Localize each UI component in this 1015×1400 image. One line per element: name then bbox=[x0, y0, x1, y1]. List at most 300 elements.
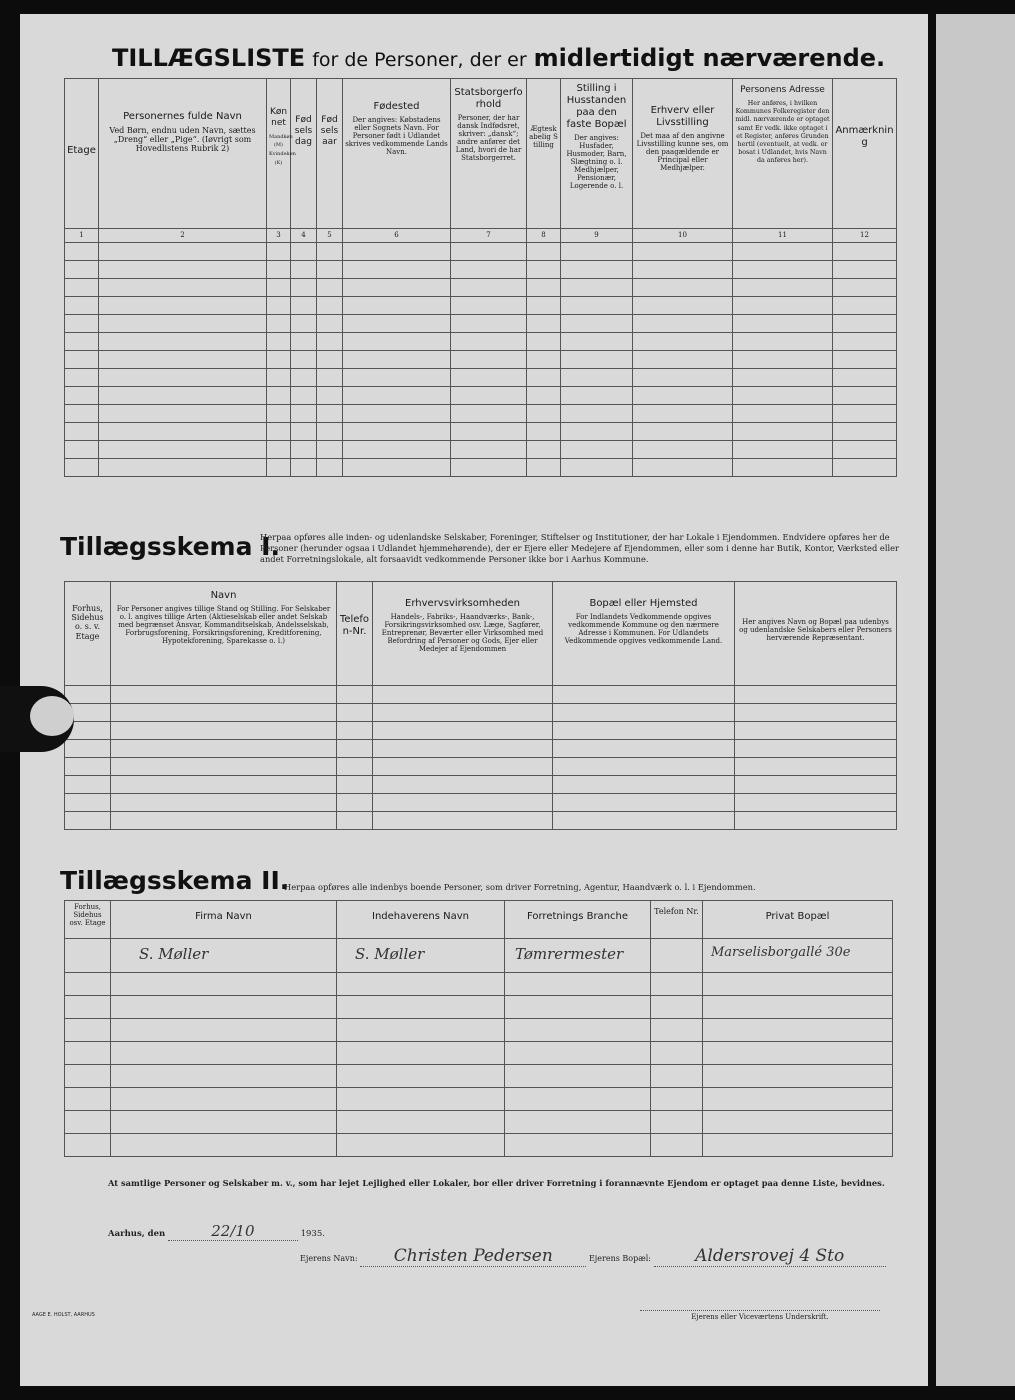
table-cell bbox=[343, 459, 451, 477]
table-cell bbox=[451, 261, 527, 279]
s1-col-residence: Bopæl eller Hjemsted For Indlandets Vedkommende opgives vedkommende Kommune og den nærmere Adresse i Kommunen. For Udlandets Vedkommende opgives vedkommende Land. bbox=[553, 582, 735, 686]
table-cell bbox=[317, 459, 343, 477]
table-cell bbox=[561, 369, 633, 387]
table-cell bbox=[833, 387, 897, 405]
skema2-note: Herpaa opføres alle indenbys boende Personer, som driver Forretning, Agentur, Haandværk o. l. i Ejendommen. bbox=[284, 882, 756, 892]
table-cell bbox=[65, 387, 99, 405]
table-cell bbox=[267, 297, 291, 315]
s2-col-private: Privat Bopæl bbox=[703, 901, 893, 939]
s1-col-business: Erhvervsvirksomheden Handels-, Fabriks-, Haandværks-, Bank-, Forsikringsvirksomhed osv. Læge, Sagfører, Entreprenør, Beværter eller Virksomhed med Befordring af Personer og Gods, Ejer eller Medejer af Ejendommen bbox=[373, 582, 553, 686]
table-cell bbox=[99, 279, 267, 297]
table-cell bbox=[733, 459, 833, 477]
table-cell bbox=[111, 1019, 337, 1042]
table-cell bbox=[337, 1134, 505, 1157]
table-cell bbox=[267, 405, 291, 423]
table-cell bbox=[65, 973, 111, 996]
table-cell bbox=[111, 758, 337, 776]
table-cell bbox=[111, 704, 337, 722]
table-cell bbox=[703, 996, 893, 1019]
table-cell bbox=[833, 243, 897, 261]
table-cell bbox=[451, 405, 527, 423]
table-cell bbox=[267, 243, 291, 261]
table-cell bbox=[651, 996, 703, 1019]
table-cell bbox=[735, 740, 897, 758]
table-cell bbox=[99, 405, 267, 423]
col-household: Stilling i Husstanden paa den faste Bopæl Der angives: Husfader, Husmoder, Barn, Slægtning o. l. Medhjælper, Pensionær, Logerende o. l. bbox=[561, 79, 633, 229]
table-row bbox=[65, 405, 897, 423]
table-cell bbox=[527, 387, 561, 405]
skema2-table bbox=[64, 900, 893, 1157]
table-cell bbox=[317, 279, 343, 297]
table-cell bbox=[553, 812, 735, 830]
owner-line bbox=[300, 1246, 886, 1267]
table-row bbox=[65, 279, 897, 297]
colnum-4: 4 bbox=[291, 229, 317, 243]
table-cell bbox=[735, 704, 897, 722]
table-cell bbox=[343, 243, 451, 261]
table-cell bbox=[527, 369, 561, 387]
table-cell bbox=[651, 1111, 703, 1134]
table-cell bbox=[343, 297, 451, 315]
table-cell bbox=[111, 973, 337, 996]
table-cell bbox=[735, 776, 897, 794]
table-cell bbox=[65, 351, 99, 369]
table-cell bbox=[65, 1065, 111, 1088]
table-cell bbox=[633, 423, 733, 441]
table-cell bbox=[633, 243, 733, 261]
colnum-5: 5 bbox=[317, 229, 343, 243]
owner-name-label: Ejerens Navn: bbox=[300, 1254, 358, 1263]
table-row bbox=[65, 333, 897, 351]
colnum-9: 9 bbox=[561, 229, 633, 243]
table-cell bbox=[651, 1019, 703, 1042]
year-value: 1935. bbox=[300, 1229, 325, 1239]
table-row bbox=[65, 297, 897, 315]
table-cell bbox=[337, 812, 373, 830]
table-cell bbox=[111, 1088, 337, 1111]
table-cell bbox=[99, 261, 267, 279]
table-cell bbox=[65, 794, 111, 812]
table-cell bbox=[317, 387, 343, 405]
table-cell bbox=[553, 704, 735, 722]
col-remarks: Anmærkning bbox=[833, 79, 897, 229]
s2-entry-etage bbox=[65, 939, 111, 973]
table-cell bbox=[291, 315, 317, 333]
table-cell bbox=[337, 758, 373, 776]
table-cell bbox=[527, 423, 561, 441]
table-cell bbox=[65, 243, 99, 261]
table-cell bbox=[65, 686, 111, 704]
table-row bbox=[65, 722, 897, 740]
table-cell bbox=[633, 333, 733, 351]
table-cell bbox=[337, 973, 505, 996]
table-cell bbox=[451, 351, 527, 369]
table-cell bbox=[373, 686, 553, 704]
s2-col-etage: Forhus, Sidehus osv. Etage bbox=[65, 901, 111, 939]
col-occupation: Erhverv eller Livsstilling Det maa af den angivne Livsstilling kunne ses, om den paagældende er Principal eller Medhjælper. bbox=[633, 79, 733, 229]
table-cell bbox=[99, 369, 267, 387]
table-cell bbox=[733, 387, 833, 405]
table-cell bbox=[527, 333, 561, 351]
table-cell bbox=[337, 794, 373, 812]
table-row bbox=[65, 740, 897, 758]
table-cell bbox=[317, 423, 343, 441]
main-table bbox=[64, 78, 897, 477]
table-row bbox=[65, 243, 897, 261]
table-cell bbox=[337, 776, 373, 794]
colnum-3: 3 bbox=[267, 229, 291, 243]
form-page bbox=[20, 14, 928, 1386]
table-cell bbox=[561, 441, 633, 459]
table-cell bbox=[65, 758, 111, 776]
table-cell bbox=[505, 1065, 651, 1088]
table-cell bbox=[561, 279, 633, 297]
table-cell bbox=[651, 1134, 703, 1157]
table-cell bbox=[317, 405, 343, 423]
table-cell bbox=[111, 1134, 337, 1157]
table-cell bbox=[111, 1065, 337, 1088]
table-cell bbox=[561, 261, 633, 279]
table-row bbox=[65, 459, 897, 477]
table-cell bbox=[343, 369, 451, 387]
table-cell bbox=[633, 297, 733, 315]
table-cell bbox=[65, 405, 99, 423]
table-cell bbox=[633, 387, 733, 405]
table-cell bbox=[373, 722, 553, 740]
table-cell bbox=[703, 973, 893, 996]
table-cell bbox=[553, 686, 735, 704]
table-cell bbox=[317, 351, 343, 369]
table-cell bbox=[633, 405, 733, 423]
table-cell bbox=[291, 459, 317, 477]
table-cell bbox=[833, 315, 897, 333]
table-cell bbox=[343, 441, 451, 459]
table-cell bbox=[561, 405, 633, 423]
table-cell bbox=[317, 243, 343, 261]
table-cell bbox=[733, 297, 833, 315]
s2-col-firm: Firma Navn bbox=[111, 901, 337, 939]
table-cell bbox=[505, 1088, 651, 1111]
table-cell bbox=[343, 261, 451, 279]
table-cell bbox=[291, 279, 317, 297]
table-cell bbox=[99, 459, 267, 477]
table-row bbox=[65, 441, 897, 459]
table-cell bbox=[527, 297, 561, 315]
table-cell bbox=[111, 812, 337, 830]
table-cell bbox=[733, 261, 833, 279]
table-cell bbox=[553, 740, 735, 758]
place-label: Aarhus, den bbox=[108, 1229, 166, 1239]
table-cell bbox=[451, 423, 527, 441]
table-cell bbox=[527, 351, 561, 369]
table-cell bbox=[111, 794, 337, 812]
s1-col-etage: Forhus, Sidehus o. s. v. Etage bbox=[65, 582, 111, 686]
table-cell bbox=[99, 387, 267, 405]
table-cell bbox=[735, 722, 897, 740]
table-cell bbox=[291, 441, 317, 459]
table-cell bbox=[65, 776, 111, 794]
table-row bbox=[65, 812, 897, 830]
colnum-8: 8 bbox=[527, 229, 561, 243]
table-cell bbox=[833, 279, 897, 297]
table-cell bbox=[505, 996, 651, 1019]
table-row bbox=[65, 423, 897, 441]
table-cell bbox=[337, 722, 373, 740]
table-cell bbox=[343, 315, 451, 333]
table-cell bbox=[317, 261, 343, 279]
table-cell bbox=[65, 740, 111, 758]
table-row bbox=[65, 794, 897, 812]
table-row bbox=[65, 369, 897, 387]
table-cell bbox=[291, 333, 317, 351]
colnum-12: 12 bbox=[833, 229, 897, 243]
skema1-table bbox=[64, 581, 897, 830]
colnum-10: 10 bbox=[633, 229, 733, 243]
table-cell bbox=[111, 686, 337, 704]
table-cell bbox=[833, 333, 897, 351]
table-cell bbox=[99, 441, 267, 459]
table-cell bbox=[561, 315, 633, 333]
table-cell bbox=[373, 740, 553, 758]
table-row bbox=[65, 1111, 893, 1134]
table-cell bbox=[373, 704, 553, 722]
table-cell bbox=[65, 1019, 111, 1042]
colnum-2: 2 bbox=[99, 229, 267, 243]
table-cell bbox=[65, 459, 99, 477]
table-cell bbox=[343, 387, 451, 405]
table-cell bbox=[733, 333, 833, 351]
s2-col-owner: Indehaverens Navn bbox=[337, 901, 505, 939]
col-address: Personens Adresse Her anføres, i hvilken Kommunes Folkeregister den midl. nærværende er optaget samt Er vedk. ikke optaget i et Register, anføres Grunden hertil (eventuelt, at vedk. er bosat i Udlandet, hvis Navn da anføres her). bbox=[733, 79, 833, 229]
table-cell bbox=[735, 812, 897, 830]
col-marital: Ægteskabelig Stilling bbox=[527, 79, 561, 229]
table-cell bbox=[317, 297, 343, 315]
attestation-statement: At samtlige Personer og Selskaber m. v., som har lejet Lejlighed eller Lokaler, bor eller driver Forretning i forannævnte Ejendom er optaget paa denne Liste, bevidnes. bbox=[108, 1178, 885, 1188]
table-cell bbox=[291, 387, 317, 405]
s2-entry-phone bbox=[651, 939, 703, 973]
table-cell bbox=[527, 441, 561, 459]
table-cell bbox=[733, 279, 833, 297]
colnum-6: 6 bbox=[343, 229, 451, 243]
table-cell bbox=[561, 423, 633, 441]
table-cell bbox=[317, 369, 343, 387]
signature-line bbox=[640, 1310, 880, 1321]
page-title: TILLÆGSLISTE for de Personer, der er midlertidigt nærværende. bbox=[112, 44, 886, 72]
table-row bbox=[65, 1134, 893, 1157]
table-cell bbox=[451, 369, 527, 387]
table-cell bbox=[291, 243, 317, 261]
table-cell bbox=[633, 351, 733, 369]
table-cell bbox=[703, 1088, 893, 1111]
table-cell bbox=[65, 996, 111, 1019]
table-cell bbox=[633, 441, 733, 459]
table-cell bbox=[833, 369, 897, 387]
table-cell bbox=[337, 686, 373, 704]
table-cell bbox=[833, 297, 897, 315]
table-cell bbox=[99, 243, 267, 261]
table-row bbox=[65, 1042, 893, 1065]
table-cell bbox=[65, 423, 99, 441]
table-cell bbox=[651, 1088, 703, 1111]
table-cell bbox=[65, 279, 99, 297]
s1-col-name: Navn For Personer angives tillige Stand og Stilling. For Selskaber o. l. angives tillige Arten (Aktieselskab eller andet Selskab med begrænset Ansvar, Kommanditselskab, Andelsselskab, Forbrugsforening, Forsikringsforening, Kreditforening, Hypotekforening, Sparekasse o. l.) bbox=[111, 582, 337, 686]
table-row bbox=[65, 261, 897, 279]
table-cell bbox=[291, 261, 317, 279]
table-cell bbox=[553, 758, 735, 776]
col-name: Personernes fulde Navn Ved Børn, endnu uden Navn, sættes „Dreng“ eller „Pige“. (Iøvrigt som Hovedlistens Rubrik 2) bbox=[99, 79, 267, 229]
s2-entry-branch: Tømrermester bbox=[505, 939, 651, 973]
table-cell bbox=[561, 333, 633, 351]
table-cell bbox=[267, 279, 291, 297]
col-birthday: Fødselsdag bbox=[291, 79, 317, 229]
table-cell bbox=[527, 279, 561, 297]
table-cell bbox=[527, 405, 561, 423]
table-cell bbox=[291, 369, 317, 387]
table-cell bbox=[703, 1042, 893, 1065]
col-gender: Kønnet Mandkøn (M) Kvindekøn (K) bbox=[267, 79, 291, 229]
owner-name-value: Christen Pedersen bbox=[360, 1246, 586, 1267]
table-cell bbox=[735, 758, 897, 776]
table-cell bbox=[703, 1134, 893, 1157]
table-cell bbox=[267, 315, 291, 333]
table-cell bbox=[651, 1042, 703, 1065]
table-cell bbox=[373, 776, 553, 794]
table-cell bbox=[451, 459, 527, 477]
table-cell bbox=[373, 812, 553, 830]
table-cell bbox=[561, 297, 633, 315]
s2-entry-row bbox=[65, 939, 893, 973]
table-row bbox=[65, 996, 893, 1019]
skema2-title: Tillægsskema II. bbox=[60, 866, 290, 895]
col-etage: Etage bbox=[65, 79, 99, 229]
table-row bbox=[65, 704, 897, 722]
table-cell bbox=[651, 973, 703, 996]
table-cell bbox=[337, 740, 373, 758]
table-cell bbox=[561, 243, 633, 261]
table-cell bbox=[65, 1042, 111, 1065]
table-cell bbox=[833, 405, 897, 423]
table-cell bbox=[451, 315, 527, 333]
table-cell bbox=[633, 261, 733, 279]
table-cell bbox=[65, 1134, 111, 1157]
table-cell bbox=[833, 459, 897, 477]
table-cell bbox=[561, 459, 633, 477]
table-cell bbox=[633, 369, 733, 387]
table-cell bbox=[291, 405, 317, 423]
s2-col-phone: Telefon Nr. bbox=[651, 901, 703, 939]
table-cell bbox=[527, 315, 561, 333]
table-row bbox=[65, 1088, 893, 1111]
table-cell bbox=[553, 722, 735, 740]
table-cell bbox=[733, 351, 833, 369]
table-cell bbox=[505, 973, 651, 996]
table-cell bbox=[99, 333, 267, 351]
date-line bbox=[108, 1222, 325, 1241]
table-row bbox=[65, 973, 893, 996]
table-cell bbox=[317, 333, 343, 351]
table-cell bbox=[99, 315, 267, 333]
table-cell bbox=[833, 423, 897, 441]
table-cell bbox=[111, 722, 337, 740]
table-cell bbox=[65, 369, 99, 387]
table-cell bbox=[733, 423, 833, 441]
table-cell bbox=[527, 261, 561, 279]
printer-mark: AAGE E. HOLST, AARHUS bbox=[32, 1312, 95, 1318]
table-row bbox=[65, 776, 897, 794]
table-cell bbox=[111, 776, 337, 794]
s2-entry-firm: S. Møller bbox=[111, 939, 337, 973]
table-row bbox=[65, 1065, 893, 1088]
table-cell bbox=[373, 794, 553, 812]
table-cell bbox=[527, 243, 561, 261]
table-cell bbox=[735, 686, 897, 704]
col-birthyear: Fødselsaar bbox=[317, 79, 343, 229]
table-cell bbox=[337, 1111, 505, 1134]
table-cell bbox=[317, 441, 343, 459]
thumb-holding-page bbox=[0, 686, 74, 752]
table-cell bbox=[505, 1019, 651, 1042]
table-cell bbox=[633, 315, 733, 333]
table-cell bbox=[111, 1042, 337, 1065]
table-cell bbox=[99, 351, 267, 369]
table-cell bbox=[267, 369, 291, 387]
col-citizenship: Statsborgerforhold Personer, der har dansk Indfødsret, skriver: „dansk“; andre anfører det Land, hvori de har Statsborgerret. bbox=[451, 79, 527, 229]
table-cell bbox=[337, 996, 505, 1019]
table-cell bbox=[267, 387, 291, 405]
table-cell bbox=[65, 315, 99, 333]
table-cell bbox=[833, 351, 897, 369]
table-row bbox=[65, 1019, 893, 1042]
table-cell bbox=[343, 333, 451, 351]
table-cell bbox=[267, 351, 291, 369]
table-cell bbox=[561, 387, 633, 405]
table-cell bbox=[65, 333, 99, 351]
table-cell bbox=[733, 315, 833, 333]
table-cell bbox=[65, 1088, 111, 1111]
table-cell bbox=[733, 405, 833, 423]
s2-col-branch: Forretnings Branche bbox=[505, 901, 651, 939]
table-cell bbox=[267, 459, 291, 477]
signature-label: Ejerens eller Viceværtens Underskrift. bbox=[691, 1313, 829, 1321]
table-cell bbox=[343, 351, 451, 369]
table-cell bbox=[505, 1134, 651, 1157]
table-cell bbox=[505, 1111, 651, 1134]
owner-address-value: Aldersrovej 4 Sto bbox=[654, 1246, 886, 1267]
next-page-edge bbox=[936, 14, 1015, 1386]
table-cell bbox=[373, 758, 553, 776]
table-cell bbox=[833, 441, 897, 459]
table-cell bbox=[111, 740, 337, 758]
s1-col-phone: Telefon-Nr. bbox=[337, 582, 373, 686]
table-cell bbox=[337, 1065, 505, 1088]
table-cell bbox=[451, 333, 527, 351]
table-cell bbox=[267, 423, 291, 441]
table-cell bbox=[291, 297, 317, 315]
table-cell bbox=[733, 441, 833, 459]
table-cell bbox=[651, 1065, 703, 1088]
table-cell bbox=[343, 423, 451, 441]
table-cell bbox=[337, 704, 373, 722]
table-cell bbox=[267, 441, 291, 459]
table-cell bbox=[703, 1065, 893, 1088]
colnum-1: 1 bbox=[65, 229, 99, 243]
table-cell bbox=[291, 351, 317, 369]
table-cell bbox=[527, 459, 561, 477]
table-cell bbox=[505, 1042, 651, 1065]
colnum-7: 7 bbox=[451, 229, 527, 243]
skema1-title: Tillægsskema I. bbox=[60, 532, 280, 561]
table-cell bbox=[553, 794, 735, 812]
